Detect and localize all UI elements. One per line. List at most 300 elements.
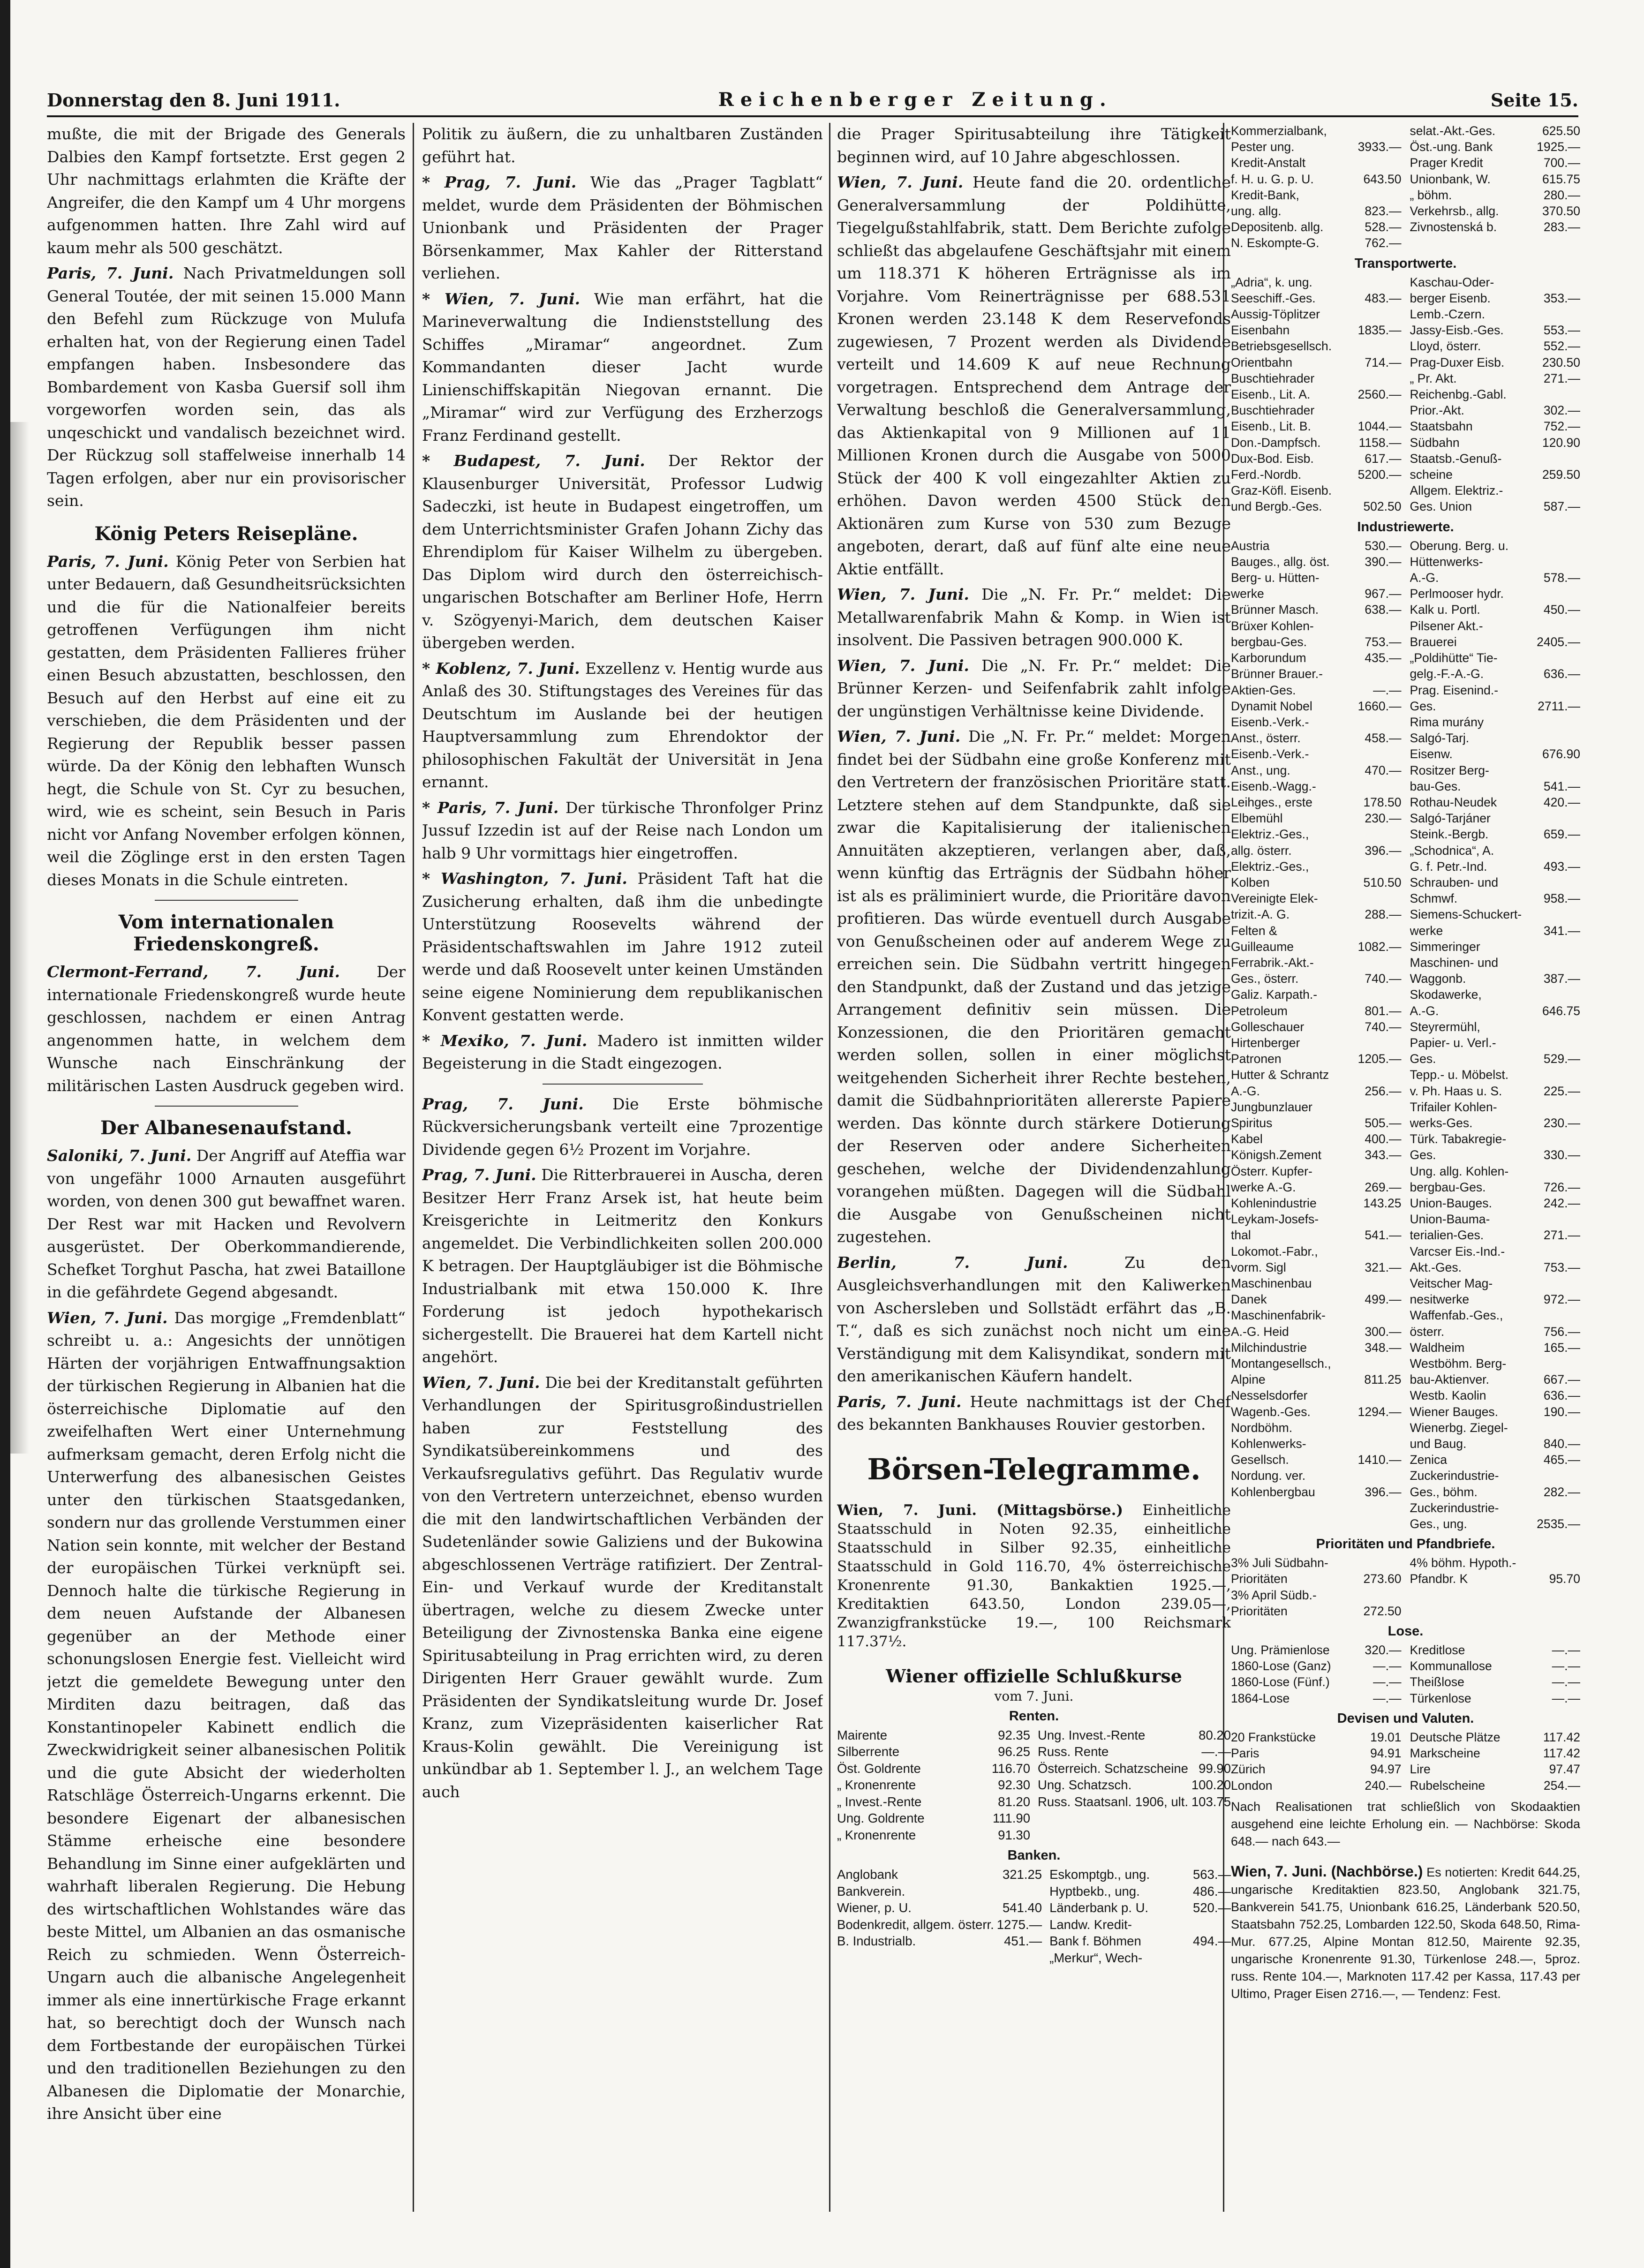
quote-value: 92.35 bbox=[998, 1727, 1030, 1742]
section-head-devisen: Devisen und Valuten. bbox=[1337, 1710, 1474, 1726]
dateline: * Mexiko, 7. Juni. bbox=[422, 1031, 588, 1050]
quote-row bbox=[1231, 1468, 1402, 1484]
quote-row bbox=[1231, 1211, 1402, 1227]
quote-row bbox=[1231, 274, 1402, 290]
dateline: Wien, 7. Juni. bbox=[837, 656, 969, 675]
quote-value bbox=[1399, 987, 1402, 1002]
quote-value bbox=[1577, 1555, 1580, 1571]
quote-row bbox=[1410, 602, 1581, 618]
quote-name: Zürich bbox=[1231, 1762, 1266, 1777]
quote-row bbox=[1410, 586, 1581, 602]
quote-name: „ Kronenrente bbox=[837, 1827, 916, 1842]
quote-value bbox=[1577, 1275, 1580, 1291]
quote-name: Kohlenbergbau bbox=[1231, 1484, 1315, 1499]
quote-row bbox=[1231, 874, 1402, 890]
quote-name: Alpine bbox=[1231, 1372, 1266, 1387]
quote-row bbox=[1231, 843, 1402, 859]
quote-row bbox=[1231, 467, 1402, 482]
quote-row bbox=[1231, 1571, 1402, 1587]
quote-row bbox=[1231, 602, 1402, 618]
quote-row bbox=[1231, 370, 1402, 386]
article-text: Madero ist inmitten wilder Begeisterung in die Stadt eingezogen. bbox=[422, 1031, 823, 1072]
quote-row bbox=[1410, 435, 1581, 451]
header-rule bbox=[47, 115, 1578, 117]
quote-row bbox=[1231, 1307, 1402, 1323]
quote-name: ung. allg. bbox=[1231, 204, 1282, 219]
quote-row bbox=[837, 1727, 1030, 1744]
quote-name: thal bbox=[1231, 1228, 1251, 1243]
quote-row bbox=[1231, 235, 1402, 251]
quote-value: 2560.— bbox=[1357, 387, 1402, 402]
quote-name: Russ. Rente bbox=[1038, 1744, 1109, 1759]
quote-name: Orientbahn bbox=[1231, 355, 1293, 369]
quote-value bbox=[1577, 1243, 1580, 1259]
quote-value bbox=[1577, 762, 1580, 778]
dateline: Wien, 7. Juni. bbox=[837, 727, 961, 746]
quote-name: Kreditlose bbox=[1410, 1643, 1465, 1658]
quote-value: 117.42 bbox=[1543, 1746, 1580, 1761]
quote-row bbox=[1410, 123, 1581, 139]
quote-name: Don.-Dampfsch. bbox=[1231, 435, 1321, 450]
quote-row bbox=[1410, 482, 1581, 498]
lose-right bbox=[1410, 1642, 1581, 1706]
quote-name: Ges. bbox=[1410, 699, 1436, 713]
quote-row bbox=[1231, 1324, 1402, 1340]
quote-value bbox=[1577, 1420, 1580, 1436]
quote-name: Prag-Duxer Eisb. bbox=[1410, 355, 1505, 369]
quote-value: 552.— bbox=[1543, 339, 1580, 354]
quote-name: 20 Frankstücke bbox=[1231, 1730, 1316, 1744]
quote-name: Brünner Masch. bbox=[1231, 603, 1319, 617]
quote-value: 2535.— bbox=[1537, 1517, 1580, 1531]
article-text: Der Rektor der Klausenburger Universität, Professor Ludwig Sadeczki, ist heute in Budapest eingetroffen, um dem Unterrichtsminister Grafen Johann Zichy das Ehrendiplom für Kaiser Wilhelm zu übergeben. Das Diplom wird durch den österreichisch-ungarischen Botschafter am Berliner Hofe, Herrn v. Szögyenyi-Marich, dem deutschen Kaiser übergeben werden. bbox=[422, 452, 823, 652]
quote-row bbox=[1038, 1760, 1231, 1777]
quote-name: N. Eskompte-G. bbox=[1231, 236, 1320, 250]
quote-value: 288.— bbox=[1365, 907, 1402, 922]
article-headline: Vom internationalen Friedenskongreß. bbox=[118, 911, 334, 955]
quote-name: Graz-Köfl. Eisenb. bbox=[1231, 483, 1332, 498]
quote-row bbox=[1231, 778, 1402, 794]
quote-value bbox=[1399, 370, 1402, 386]
quote-name: Österreich. Schatzscheine bbox=[1038, 1761, 1188, 1776]
quote-name: Aktien-Ges. bbox=[1231, 683, 1296, 697]
quote-value bbox=[1399, 1555, 1402, 1571]
quote-value: 3933.— bbox=[1357, 140, 1402, 154]
quote-name: Salgó-Tarjáner bbox=[1410, 811, 1491, 826]
quote-name: „ Pr. Akt. bbox=[1410, 371, 1457, 385]
quote-value bbox=[1399, 1468, 1402, 1484]
quote-row bbox=[1410, 1674, 1581, 1690]
quote-name: London bbox=[1231, 1778, 1273, 1793]
article-text: Heute nachmittags ist der Chef des bekannten Bankhauses Rouvier gestorben. bbox=[837, 1392, 1231, 1433]
quote-name: Pester ung. bbox=[1231, 140, 1295, 154]
quote-row bbox=[1231, 1051, 1402, 1067]
article-text: Wie man erfährt, hat die Marineverwaltung die Indienststellung des Schiffes „Miramar“ angeordnet. Zum Kommandanten dieser Jacht wurde Linienschiffskapitän Niegovan ernannt. Die „Miramar“ wird zur Verfügung des Erzherzogs Franz Ferdinand gestellt. bbox=[422, 289, 823, 445]
quote-row bbox=[1410, 155, 1581, 171]
quote-row bbox=[1410, 1131, 1581, 1147]
quote-value: 638.— bbox=[1365, 603, 1402, 617]
quote-name: Waldheim bbox=[1410, 1340, 1465, 1355]
quote-value: 348.— bbox=[1365, 1340, 1402, 1355]
article-text: Das morgige „Fremdenblatt“ schreibt u. a.: Angesichts der unnötigen Härten der vorjährigen Entwaffnungsaktion der türkischen Regierung in Albanien hat die österreichische Diplomatie auf den zweifelhaften Wert einer Unternehmung aufmerksam gemacht, deren Erfolg nicht die Unterwerfung des albanesischen Geistes unter den türkischen Staatsgedanken, sondern nur das grollende Verstummen einer Nation sein konnte, mit welcher der Bestand der europäischen Türkei verknüpft sei. Dennoch halte die türkische Regierung in dem neuen Aufstande der Albanesen gegenüber an der Methode einer schonungslosen Energie fest. Vielleicht wird jetzt die gemeldete Bewegung unter den Mirditen dazu beitragen, daß das Konstantinopeler Kabinett endlich die Zweckwidrigkeit seiner albanesischen Politik und die gute Absicht der wiederholten Ratschläge Österreich-Ungarns erkennt. Die besondere Eigenart der albanesischen Stämme erheische eine besondere Behandlung im Sinne einer aufgeklärten und wahrhaft liberalen Regierung. Die Hebung des wirtschaftlichen Wohlstandes wäre das beste Mittel, um Albanien an das osmanische Reich zu schmieden. Wenn Österreich-Ungarn auch die albanische Angelegenheit immer als eine innertürkische Frage erkannt hat, so berechtigt doch der Wunsch nach dem Fortbestande der europäischen Türkei und den traditionellen Beziehungen zu den Albanesen die Diplomatie der Monarchie, ihre Ansicht über eine bbox=[47, 1308, 406, 2123]
quote-value: 587.— bbox=[1543, 499, 1580, 514]
quote-row bbox=[1410, 1083, 1581, 1099]
quote-row bbox=[837, 1916, 1042, 1933]
quote-name: Wagenb.-Ges. bbox=[1231, 1404, 1311, 1419]
dateline: Paris, 7. Juni. bbox=[837, 1392, 962, 1411]
quote-value bbox=[1399, 570, 1402, 586]
column-3 bbox=[837, 123, 1231, 2212]
article-paragraph bbox=[47, 961, 406, 1097]
quote-name: Ung. Goldrente bbox=[837, 1811, 925, 1825]
quote-row bbox=[1231, 1179, 1402, 1195]
quote-value: 254.— bbox=[1543, 1778, 1580, 1793]
quote-value: 165.— bbox=[1543, 1340, 1580, 1355]
quote-value bbox=[1577, 538, 1580, 554]
quote-value: 400.— bbox=[1365, 1132, 1402, 1146]
quote-value: 353.— bbox=[1543, 291, 1580, 305]
quote-name: 3% April Südb.- bbox=[1231, 1588, 1317, 1602]
quote-value bbox=[1399, 1067, 1402, 1083]
quote-name: werke A.-G. bbox=[1231, 1180, 1296, 1194]
quote-value: 520.— bbox=[1192, 1900, 1231, 1915]
quote-row bbox=[1231, 666, 1402, 682]
quote-value: 823.— bbox=[1365, 204, 1402, 219]
quote-value bbox=[1399, 187, 1402, 203]
quote-name: Ferrabrik.-Akt.- bbox=[1231, 955, 1314, 970]
quote-row bbox=[1231, 714, 1402, 730]
quote-row bbox=[1231, 810, 1402, 826]
quote-name: Maschinenfabrik- bbox=[1231, 1308, 1326, 1323]
quote-value: 91.30 bbox=[998, 1827, 1030, 1842]
quote-row bbox=[1231, 618, 1402, 634]
quote-name: Unionbank, W. bbox=[1410, 172, 1491, 186]
article-paragraph bbox=[422, 1164, 823, 1369]
quote-value: 81.20 bbox=[998, 1794, 1030, 1809]
quote-name: Kommerzialbank, bbox=[1231, 124, 1327, 138]
quote-value: 636.— bbox=[1543, 1388, 1580, 1403]
quote-value: 95.70 bbox=[1549, 1572, 1580, 1586]
quote-value: 387.— bbox=[1543, 972, 1580, 986]
quote-row bbox=[1231, 1642, 1402, 1658]
quote-row bbox=[1410, 1420, 1581, 1436]
quote-name: Nordung. ver. bbox=[1231, 1469, 1306, 1483]
quote-value: 1044.— bbox=[1357, 419, 1402, 434]
quote-value: 321.— bbox=[1365, 1260, 1402, 1274]
quote-name: Bodenkredit, allgem. österr. bbox=[837, 1917, 994, 1932]
quote-value: 19.01 bbox=[1370, 1730, 1402, 1744]
quote-row bbox=[1410, 1555, 1581, 1571]
quote-row bbox=[1410, 794, 1581, 810]
quote-row bbox=[1410, 843, 1581, 859]
quote-name: Ung. allg. Kohlen- bbox=[1410, 1164, 1509, 1178]
quote-name: Salgó-Tarj. bbox=[1410, 731, 1470, 746]
quote-name: Prior.-Akt. bbox=[1410, 403, 1464, 418]
article-text: Die Erste böhmische Rückversicherungsbank verteilt eine 7prozentige Dividende gegen 6½ Prozent im Vorjahre. bbox=[422, 1094, 823, 1159]
quote-row bbox=[1410, 370, 1581, 386]
quote-name: „ böhm. bbox=[1410, 188, 1452, 202]
quote-row bbox=[1410, 418, 1581, 434]
quote-name: Papier- u. Verl.- bbox=[1410, 1035, 1496, 1050]
quote-name: bergbau-Ges. bbox=[1410, 1180, 1486, 1194]
quote-row bbox=[1410, 650, 1581, 666]
quote-value: 753.— bbox=[1543, 1260, 1580, 1274]
quote-name: Steyrermühl, bbox=[1410, 1019, 1480, 1034]
quote-name: Hyptbekb., ung. bbox=[1049, 1884, 1140, 1899]
quote-value: 256.— bbox=[1365, 1084, 1402, 1098]
quote-row bbox=[837, 1760, 1030, 1777]
quote-value: 753.— bbox=[1365, 634, 1402, 649]
quote-row bbox=[1231, 1387, 1402, 1403]
article-text: Die „N. Fr. Pr.“ meldet: Die Brünner Kerzen- und Seifenfabrik zahlt infolge der ungünstigen Verhältnisse keine Dividende. bbox=[837, 656, 1231, 720]
quote-row bbox=[1410, 1340, 1581, 1356]
quote-name: vorm. Sigl bbox=[1231, 1260, 1286, 1274]
dateline: Clermont-Ferrand, 7. Juni. bbox=[47, 963, 340, 981]
quote-name: Nordböhm. bbox=[1231, 1420, 1293, 1435]
quote-value: 840.— bbox=[1543, 1437, 1580, 1451]
quote-name: 1860-Lose (Ganz) bbox=[1231, 1659, 1331, 1673]
quote-name: Ges., ung. bbox=[1410, 1517, 1467, 1531]
article-text: Nach Privatmeldungen soll General Toutée, der mit seinen 15.000 Mann den Befehl zum Rückzuge von Mulufa erhalten hat, von der Regierung einen Tadel empfangen haben. Insbesondere das Bombardement von Kasba Guersif soll ihm vorgeworfen worden sein, das als unqeschickt und vandalisch bezeichnet wird. Der Rückzug soll staffelweise innerhalb 14 Tagen erfolgen, aber nur ein provisorischer sein. bbox=[47, 264, 406, 510]
quote-value: 530.— bbox=[1365, 538, 1402, 553]
article-paragraph bbox=[837, 1251, 1231, 1388]
column-divider bbox=[829, 123, 830, 2212]
quote-name: Ferd.-Nordb. bbox=[1231, 467, 1302, 482]
quote-name: nesitwerke bbox=[1410, 1292, 1470, 1307]
quote-name: berger Eisenb. bbox=[1410, 291, 1491, 305]
quote-name: Zenica bbox=[1410, 1453, 1448, 1467]
quote-row bbox=[1231, 187, 1402, 203]
quote-value bbox=[1399, 1356, 1402, 1371]
quote-name: Zivnostenská b. bbox=[1410, 220, 1497, 234]
quote-value bbox=[1399, 859, 1402, 874]
quote-row bbox=[1231, 1356, 1402, 1371]
quote-row bbox=[1410, 1324, 1581, 1340]
quote-value bbox=[1399, 826, 1402, 842]
quote-row bbox=[1231, 1067, 1402, 1083]
article-paragraph bbox=[837, 655, 1231, 723]
quote-value: 396.— bbox=[1365, 843, 1402, 858]
quote-row bbox=[1231, 1555, 1402, 1571]
quote-name: Wiener, p. U. bbox=[837, 1900, 912, 1915]
quote-value bbox=[1399, 923, 1402, 939]
quote-name: 1864-Lose bbox=[1231, 1691, 1290, 1705]
quote-name: 1860-Lose (Fünf.) bbox=[1231, 1675, 1330, 1689]
quote-value: 99.90 bbox=[1199, 1761, 1231, 1776]
quote-name: österr. bbox=[1410, 1324, 1445, 1339]
quote-row bbox=[1231, 971, 1402, 987]
quote-name: Schmwf. bbox=[1410, 891, 1458, 906]
article-paragraph bbox=[422, 450, 823, 655]
quote-row bbox=[1231, 451, 1402, 467]
quote-value bbox=[1577, 682, 1580, 698]
quote-value: 111.90 bbox=[992, 1811, 1030, 1825]
quote-row bbox=[1410, 570, 1581, 586]
quote-value: 343.— bbox=[1365, 1148, 1402, 1162]
quote-name: Ges. bbox=[1410, 1052, 1436, 1066]
quote-value: 396.— bbox=[1365, 1484, 1402, 1499]
dateline: Wien, 7. Juni. (Mittagsbörse.) bbox=[837, 1501, 1124, 1519]
quote-row bbox=[1231, 730, 1402, 746]
quote-value: 5200.— bbox=[1357, 467, 1402, 482]
quote-row bbox=[837, 1810, 1030, 1827]
quote-row bbox=[1231, 859, 1402, 874]
quote-name: Prager Kredit bbox=[1410, 156, 1483, 170]
quote-name: Eisenw. bbox=[1410, 747, 1453, 761]
quote-value bbox=[1577, 874, 1580, 890]
quote-value: —.— bbox=[1552, 1659, 1580, 1673]
industrie-left bbox=[1231, 538, 1402, 1532]
quote-name: Ung. Prämienlose bbox=[1231, 1643, 1330, 1658]
quote-row bbox=[1410, 219, 1581, 235]
quote-name: Verkehrsb., allg. bbox=[1410, 204, 1499, 219]
quote-name: 4% böhm. Hypoth.- bbox=[1410, 1556, 1516, 1570]
quote-row bbox=[1410, 1243, 1581, 1259]
quote-value bbox=[1577, 810, 1580, 826]
quote-value: 321.25 bbox=[1002, 1867, 1042, 1882]
quote-row bbox=[1410, 1035, 1581, 1051]
quote-value bbox=[1577, 1131, 1580, 1147]
quote-name: Brauerei bbox=[1410, 634, 1457, 649]
quote-row bbox=[1049, 1916, 1231, 1933]
quote-value: 458.— bbox=[1365, 731, 1402, 746]
dateline: Wien, 7. Juni. (Nachbörse.) bbox=[1231, 1862, 1423, 1880]
quote-row bbox=[1410, 971, 1581, 987]
quote-name: Österr. Kupfer- bbox=[1231, 1164, 1312, 1178]
quote-row bbox=[1410, 634, 1581, 650]
quote-value bbox=[1577, 906, 1580, 922]
quote-name: Steink.-Bergb. bbox=[1410, 827, 1489, 842]
quote-name: Union-Bauma- bbox=[1410, 1212, 1490, 1227]
quote-name: Kredit-Anstalt bbox=[1231, 156, 1306, 170]
quote-value bbox=[1399, 666, 1402, 682]
quote-name: Prioritäten bbox=[1231, 1604, 1288, 1618]
quote-value: 1158.— bbox=[1358, 435, 1402, 450]
quote-name: Varcser Eis.-Ind.- bbox=[1410, 1244, 1505, 1258]
quote-value: 676.90 bbox=[1542, 747, 1580, 761]
quote-name: Maschinen- und bbox=[1410, 955, 1499, 970]
quote-value bbox=[1399, 1420, 1402, 1436]
quote-value: 659.— bbox=[1543, 827, 1580, 842]
devisen-left bbox=[1231, 1729, 1402, 1793]
article-paragraph bbox=[837, 171, 1231, 580]
quote-name: Wienerbg. Ziegel- bbox=[1410, 1420, 1508, 1435]
quote-row bbox=[1038, 1743, 1231, 1760]
quote-name: Mairente bbox=[837, 1727, 887, 1742]
quote-name: Jungbunzlauer bbox=[1231, 1100, 1312, 1114]
quote-row bbox=[1231, 1420, 1402, 1436]
quote-value: 283.— bbox=[1543, 220, 1580, 234]
page-header bbox=[47, 84, 1578, 111]
quote-name: Seeschiff.-Ges. bbox=[1231, 291, 1316, 305]
quote-row bbox=[1231, 171, 1402, 187]
quote-value: —.— bbox=[1201, 1744, 1231, 1759]
quote-name: Leykam-Josefs- bbox=[1231, 1212, 1319, 1227]
quote-value: 505.— bbox=[1365, 1115, 1402, 1130]
quote-row bbox=[1410, 1761, 1581, 1777]
quote-row bbox=[1231, 1099, 1402, 1115]
quote-name: Vereinigte Elek- bbox=[1231, 891, 1318, 906]
quote-row bbox=[1231, 1452, 1402, 1468]
quote-value bbox=[1399, 338, 1402, 354]
quote-value: 80.20 bbox=[1199, 1727, 1231, 1742]
quote-name: Brünner Brauer.- bbox=[1231, 667, 1323, 681]
quote-value bbox=[1577, 1211, 1580, 1227]
article-text: Die „N. Fr. Pr.“ meldet: Die Metallwarenfabrik Mahn & Komp. in Wien ist insolvent. Die Passiven betragen 900.000 K. bbox=[837, 585, 1231, 649]
quote-row bbox=[1410, 890, 1581, 906]
devisen-right bbox=[1410, 1729, 1581, 1793]
quote-value: 240.— bbox=[1365, 1778, 1402, 1793]
quote-name: Montangesellsch., bbox=[1231, 1356, 1331, 1371]
quote-name: Allgem. Elektriz.- bbox=[1410, 483, 1503, 498]
quote-row bbox=[1049, 1883, 1231, 1900]
article-paragraph bbox=[837, 1391, 1231, 1436]
quote-row bbox=[1410, 1307, 1581, 1323]
quote-row bbox=[1231, 923, 1402, 939]
quote-value: 625.50 bbox=[1542, 124, 1580, 138]
quote-value: 494.— bbox=[1192, 1934, 1231, 1948]
quote-row bbox=[1410, 1291, 1581, 1307]
quote-row bbox=[1410, 290, 1581, 306]
quote-row bbox=[1410, 939, 1581, 955]
quote-value: 94.97 bbox=[1370, 1762, 1402, 1777]
quote-row bbox=[1410, 762, 1581, 778]
quote-row bbox=[1231, 939, 1402, 955]
quote-row bbox=[1231, 1003, 1402, 1019]
quote-value: 280.— bbox=[1543, 188, 1580, 202]
quote-name: Rositzer Berg- bbox=[1410, 763, 1489, 777]
quote-name: gelg.-F.-A.-G. bbox=[1410, 667, 1484, 681]
quote-value: 1925.— bbox=[1537, 140, 1580, 154]
quote-row bbox=[1231, 1436, 1402, 1452]
transport-left bbox=[1231, 274, 1402, 515]
quote-name: Anst., österr. bbox=[1231, 731, 1301, 746]
quote-name: Petroleum bbox=[1231, 1003, 1288, 1018]
quote-row bbox=[1231, 794, 1402, 810]
article-paragraph bbox=[47, 1307, 406, 2125]
quote-value: 271.— bbox=[1543, 1228, 1580, 1243]
quote-name: Ges. Union bbox=[1410, 499, 1472, 514]
quote-value bbox=[1039, 1883, 1042, 1900]
quote-name: Buschtiehrader bbox=[1231, 371, 1315, 385]
quote-name: Brüxer Kohlen- bbox=[1231, 618, 1314, 633]
quote-name: werke bbox=[1231, 587, 1264, 601]
quote-row bbox=[1231, 1340, 1402, 1356]
quote-value: 486.— bbox=[1192, 1884, 1231, 1899]
quote-value bbox=[1577, 730, 1580, 746]
quote-row bbox=[1410, 714, 1581, 730]
quote-name: A.-G. Heid bbox=[1231, 1324, 1289, 1339]
quote-name: Hüttenwerks- bbox=[1410, 554, 1483, 569]
quote-value: 273.60 bbox=[1363, 1572, 1402, 1586]
quote-name: Maschinenbau bbox=[1231, 1276, 1312, 1291]
nachboerse-report bbox=[1231, 1863, 1580, 2003]
quote-row bbox=[1410, 1484, 1581, 1500]
quote-value: 1294.— bbox=[1357, 1404, 1402, 1419]
quote-row bbox=[1410, 730, 1581, 746]
quote-name: Lemb.-Czern. bbox=[1410, 307, 1486, 322]
quote-row bbox=[1410, 1051, 1581, 1067]
quote-row bbox=[1231, 1404, 1402, 1420]
banken-cont-left bbox=[1231, 123, 1402, 251]
separator bbox=[155, 1106, 298, 1107]
article-paragraph bbox=[47, 262, 406, 512]
quote-row bbox=[1231, 139, 1402, 155]
quote-row bbox=[837, 1777, 1030, 1793]
quote-value bbox=[1577, 1356, 1580, 1371]
quote-name: Veitscher Mag- bbox=[1410, 1276, 1493, 1291]
quote-name: Golleschauer bbox=[1231, 1019, 1305, 1034]
